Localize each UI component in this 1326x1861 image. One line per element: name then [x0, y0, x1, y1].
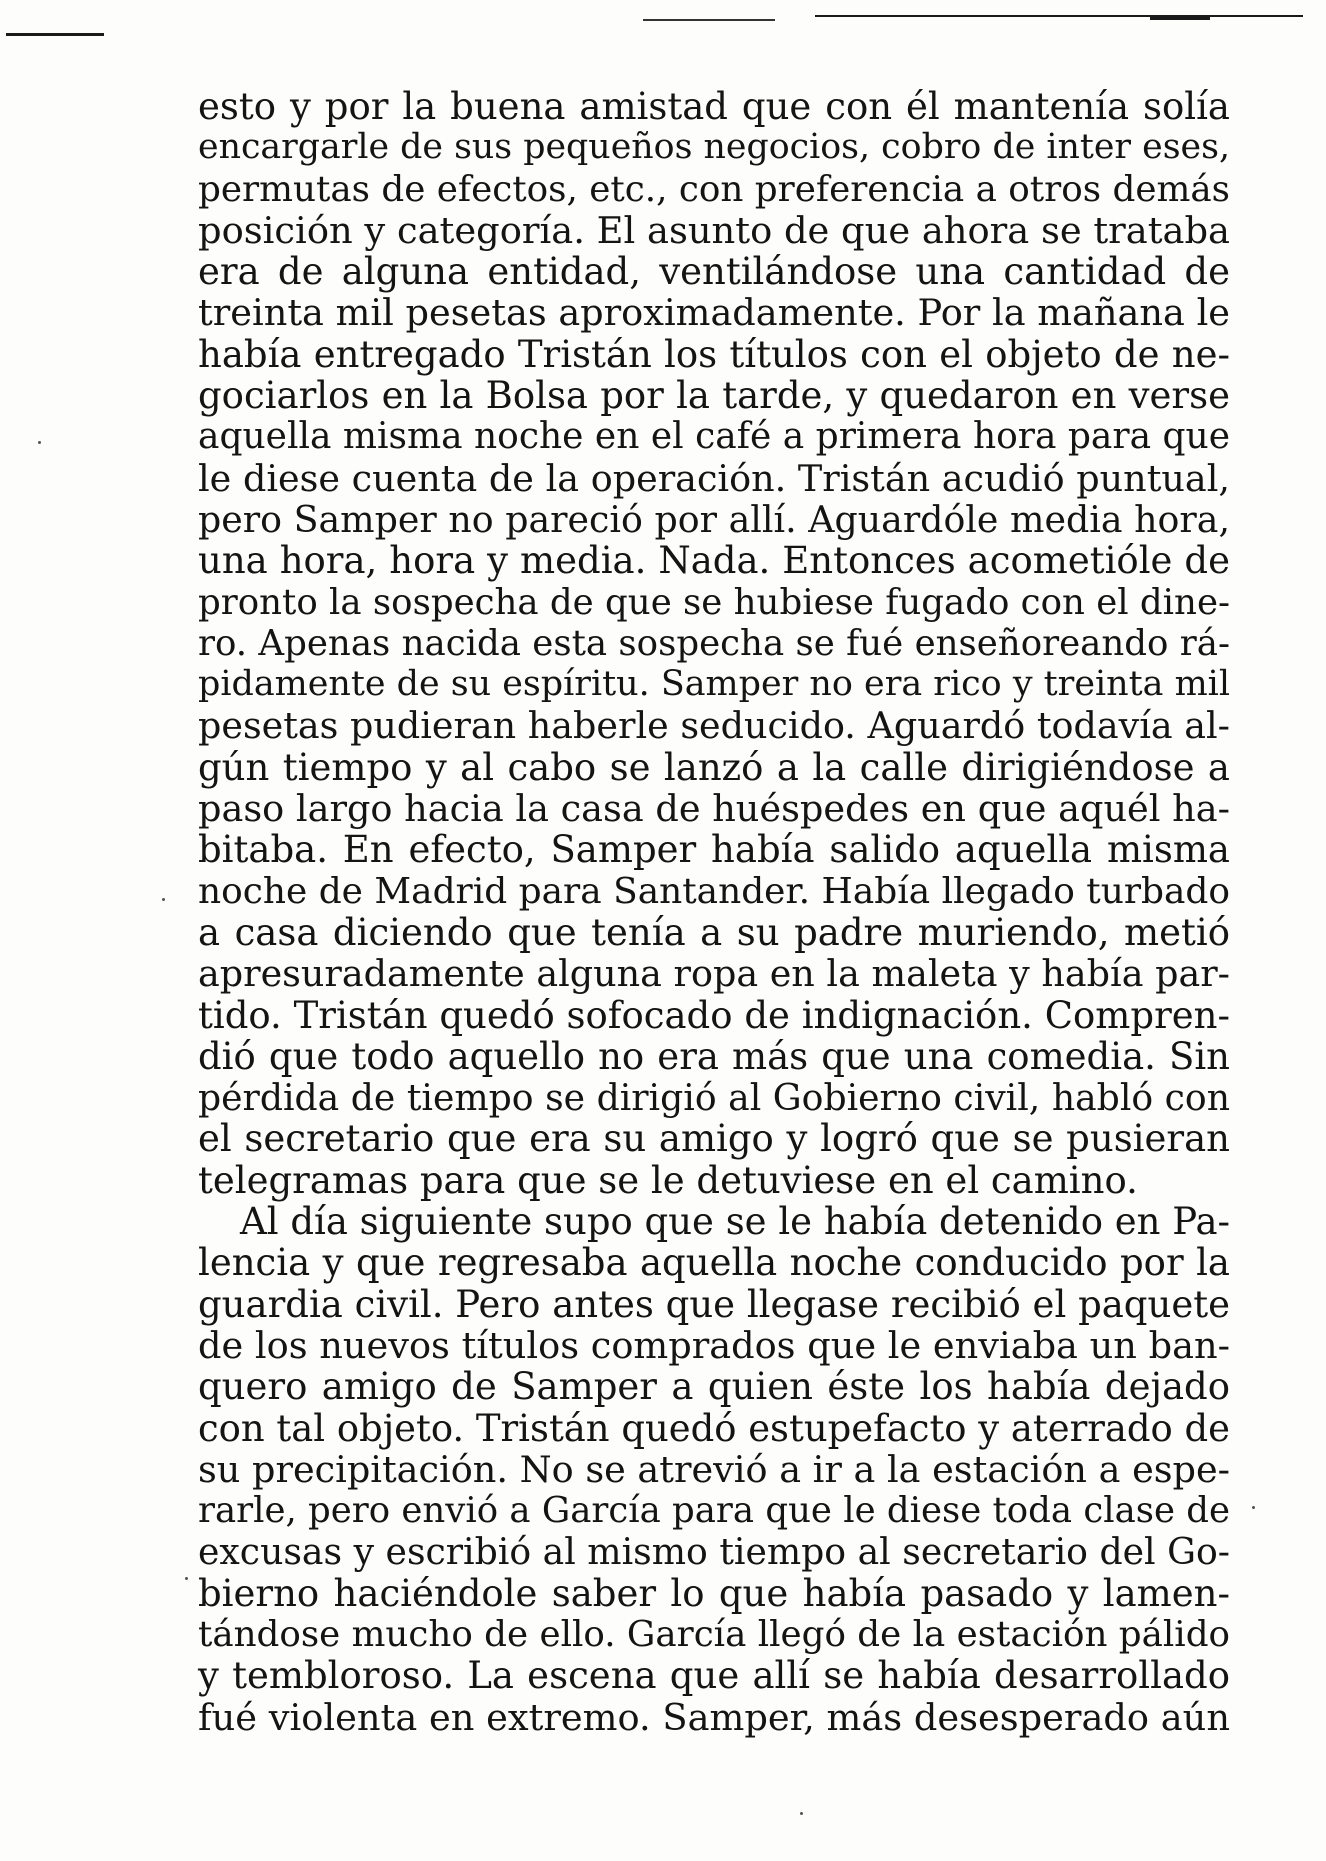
text-line: tándose mucho de ello. García llegó de la estación pálido	[198, 1613, 1230, 1655]
scan-speck	[162, 898, 165, 901]
text-line: rarle, pero envió a García para que le diese toda clase de	[198, 1490, 1230, 1532]
text-line: había entregado Tristán los títulos con el objeto de ne-	[198, 332, 1230, 376]
text-line: bitaba. En efecto, Samper había salido aquella misma	[198, 828, 1230, 872]
text-line: ro. Apenas nacida esta sospecha se fué enseñoreando rá-	[198, 622, 1230, 664]
text-line: y tembloroso. La escena que allí se había desarrollado	[198, 1654, 1230, 1698]
text-line: aquella misma noche en el café a primera hora para que	[198, 416, 1230, 458]
text-line: con tal objeto. Tristán quedó estupefacto y aterrado de	[198, 1406, 1230, 1450]
text-line: era de alguna entidad, ventilándose una cantidad de	[198, 250, 1230, 294]
body-text	[198, 86, 1230, 1738]
text-line: pérdida de tiempo se dirigió al Gobierno civil, habló con	[198, 1076, 1230, 1120]
scan-speck	[800, 1812, 803, 1815]
text-line: posición y categoría. El asunto de que ahora se trataba	[198, 208, 1230, 252]
header-rule-middle	[643, 19, 775, 21]
paragraph-start-line: Al día siguiente supo que se le había detenido en Pa-	[240, 1200, 1230, 1244]
text-line: su precipitación. No se atrevió a ir a la estación a espe-	[198, 1447, 1230, 1491]
text-line: encargarle de sus pequeños negocios, cobro de inter eses,	[198, 127, 1230, 168]
text-line: gún tiempo y al cabo se lanzó a la calle dirigiéndose a	[198, 745, 1230, 789]
text-line: fué violenta en extremo. Samper, más desesperado aún	[198, 1695, 1230, 1739]
text-line: el secretario que era su amigo y logró que se pusieran	[198, 1117, 1230, 1161]
text-line: noche de Madrid para Santander. Había llegado turbado	[198, 870, 1230, 912]
text-line: pesetas pudieran haberle seducido. Aguardó todavía al-	[198, 704, 1230, 748]
scan-speck	[1252, 1506, 1255, 1509]
text-line: de los nuevos títulos comprados que le enviaba un ban-	[198, 1323, 1230, 1367]
text-line: tido. Tristán quedó sofocado de indignación. Compren-	[198, 993, 1230, 1037]
text-line: una hora, hora y media. Nada. Entonces acometióle de	[198, 539, 1230, 583]
text-line: permutas de efectos, etc., con preferencia a otros demás	[198, 168, 1230, 210]
text-line: pero Samper no pareció por allí. Aguardóle media hora,	[198, 497, 1230, 541]
header-rule-mark	[1150, 16, 1210, 20]
text-line: pidamente de su espíritu. Samper no era rico y treinta mil	[198, 664, 1230, 705]
header-rule-left	[6, 33, 104, 36]
text-line: lencia y que regresaba aquella noche conducido por la	[198, 1241, 1230, 1285]
text-line: pronto la sospecha de que se hubiese fugado con el dine-	[198, 581, 1230, 623]
header-rule-right	[815, 15, 1303, 17]
text-line: dió que todo aquello no era más que una comedia. Sin	[198, 1034, 1230, 1078]
text-line: gociarlos en la Bolsa por la tarde, y quedaron en verse	[198, 374, 1230, 418]
scan-speck	[185, 1577, 188, 1580]
text-line: excusas y escribió al mismo tiempo al secretario del Go-	[198, 1530, 1230, 1574]
text-line: apresuradamente alguna ropa en la maleta y había par-	[198, 952, 1230, 996]
text-line: a casa diciendo que tenía a su padre muriendo, metió	[198, 910, 1230, 954]
text-line: quero amigo de Samper a quien éste los había dejado	[198, 1365, 1230, 1409]
text-line: bierno haciéndole saber lo que había pasado y lamen-	[198, 1571, 1230, 1615]
text-line: esto y por la buena amistad que con él mantenía solía	[198, 85, 1230, 128]
paragraph-end-line: telegramas para que se le detuviese en el camino.	[198, 1158, 1138, 1202]
text-line: le diese cuenta de la operación. Tristán acudió puntual,	[198, 456, 1230, 500]
text-line: guardia civil. Pero antes que llegase recibió el paquete	[198, 1282, 1230, 1326]
text-line: paso largo hacia la casa de huéspedes en que aquél ha-	[198, 787, 1230, 831]
text-line: treinta mil pesetas aproximadamente. Por la mañana le	[198, 291, 1230, 335]
scan-speck	[38, 441, 41, 444]
